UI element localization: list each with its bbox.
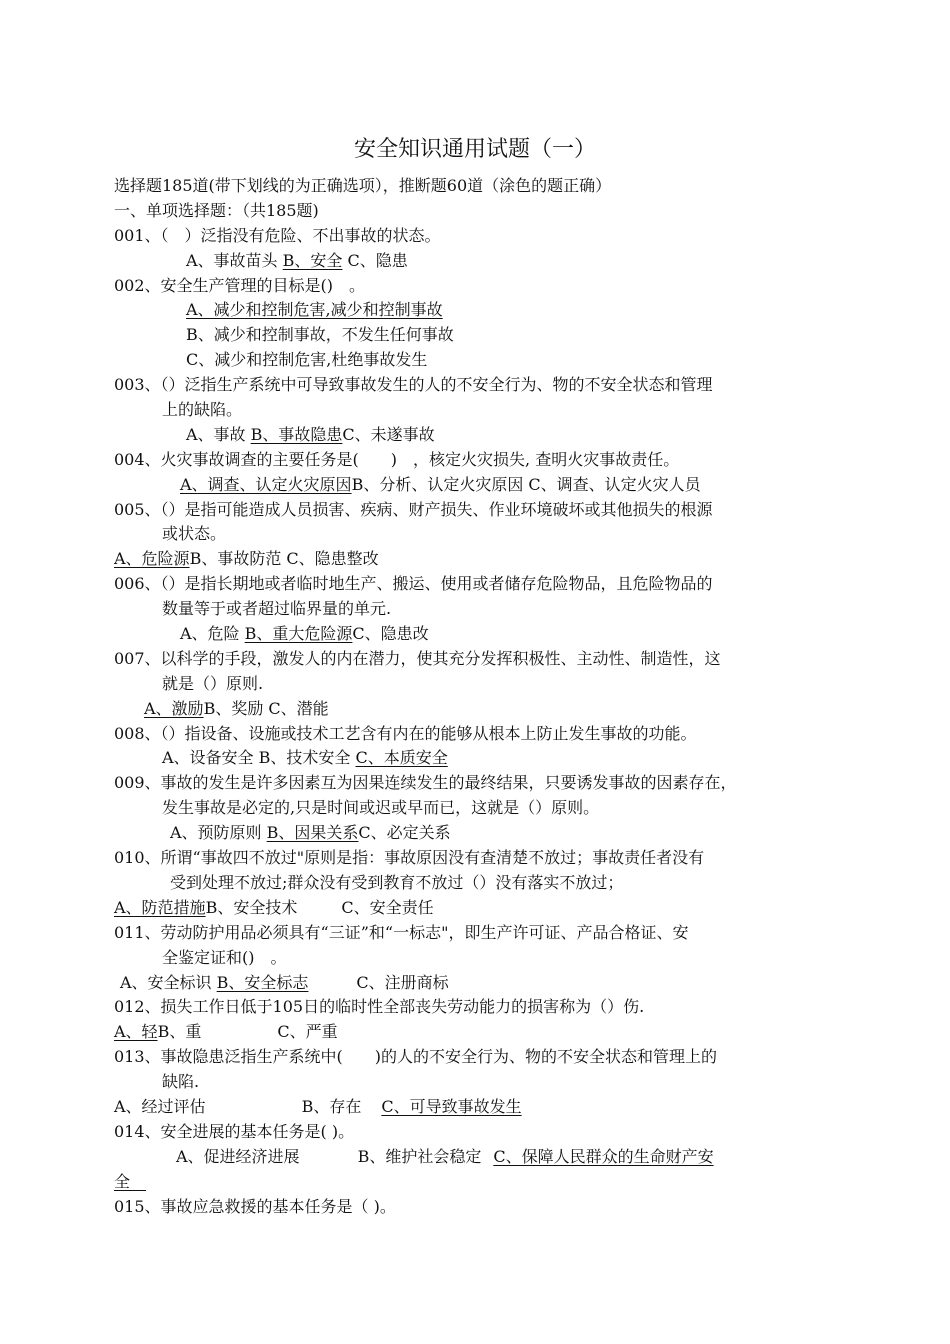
- option-005-a-correct: A、危险源: [114, 549, 190, 569]
- option-012-a-correct: A、轻: [114, 1022, 158, 1042]
- option-006-a: A、危险: [180, 624, 240, 644]
- question-011-cont: 全鉴定证和() 。: [162, 947, 287, 967]
- question-003-cont: 上的缺陷。: [162, 400, 243, 420]
- options-005: [114, 547, 854, 572]
- question-006-cont: 数量等于或者超过临界量的单元.: [162, 599, 392, 619]
- option-012-b: B、重: [157, 1022, 202, 1042]
- question-005-cont: 或状态。: [162, 524, 227, 544]
- options-011: [114, 971, 854, 996]
- option-010-c: C、安全责任: [341, 897, 434, 917]
- option-006-b-correct: B、重大危险源: [244, 624, 353, 644]
- question-001: 001、（ ）泛指没有危险、不出事故的状态。: [114, 225, 441, 245]
- question-012: 012、损失工作日低于105日的临时性全部丧失劳动能力的损害称为（）伤.: [114, 997, 645, 1017]
- intro-line: 选择题185道(带下划线的为正确选项），推断题60道（涂色的题正确）: [114, 176, 612, 195]
- options-008: [114, 746, 854, 771]
- option-003-c: C、未遂事故: [342, 424, 435, 444]
- option-013-b: B、存在: [301, 1096, 362, 1116]
- question-009-cont: 发生事故是必定的,只是时间或迟或早而已，这就是（）原则。: [162, 798, 600, 818]
- option-001-b-correct: B、安全: [282, 250, 343, 270]
- page-title: 安全知识通用试题（一）: [353, 137, 596, 162]
- option-009-a: A、预防原则: [170, 823, 262, 843]
- question-010: 010、所谓“事故四不放过"原则是指：事故原因没有查清楚不放过；事故责任者没有: [114, 848, 705, 868]
- option-002-c: C、减少和控制危害,杜绝事故发生: [186, 350, 428, 370]
- option-001-a: A、事故苗头: [186, 250, 278, 270]
- option-014-b: B、维护社会稳定: [357, 1146, 482, 1166]
- options-012: [114, 1020, 854, 1045]
- option-008-ab: A、设备安全 B、技术安全: [162, 748, 351, 768]
- option-007-bc: B、奖励 C、潜能: [203, 698, 329, 718]
- options-002a: [114, 298, 854, 323]
- question-005: 005、（）是指可能造成人员损害、疾病、财产损失、作业环境破坏或其他损失的根源: [114, 499, 713, 519]
- section-heading: 一、单项选择题：（共185题): [114, 200, 319, 220]
- question-004: 004、火灾事故调查的主要任务是( ) ，核定火灾损失, 查明火灾事故责任。: [114, 449, 680, 469]
- option-006-c: C、隐患改: [352, 624, 429, 644]
- option-005-bc: B、事故防范 C、隐患整改: [189, 549, 379, 569]
- question-003: 003、（）泛指生产系统中可导致事故发生的人的不安全行为、物的不安全状态和管理: [114, 375, 713, 395]
- option-011-c: C、注册商标: [356, 972, 449, 992]
- question-006: 006、（）是指长期地或者临时地生产、搬运、使用或者储存危险物品，且危险物品的: [114, 574, 713, 594]
- option-004-a-correct: A、调查、认定火灾原因: [180, 474, 352, 494]
- option-014-c-correct: C、保障人民群众的生命财产安: [493, 1146, 714, 1166]
- options-014-cont: [114, 1170, 854, 1195]
- option-002-b: B、减少和控制事故，不发生任何事故: [186, 325, 454, 345]
- options-003: [114, 423, 854, 448]
- options-004: [114, 473, 854, 498]
- document-body: [114, 174, 854, 1219]
- options-006: [114, 622, 854, 647]
- option-004-bc: B、分析、认定火灾原因 C、调查、认定火灾人员: [351, 474, 701, 494]
- question-010-cont: 受到处理不放过;群众没有受到教育不放过（）没有落实不放过；: [170, 872, 624, 892]
- option-013-a: A、经过评估: [114, 1096, 206, 1116]
- question-002: 002、安全生产管理的目标是() 。: [114, 275, 366, 295]
- option-009-c: C、必定关系: [358, 823, 451, 843]
- question-015: 015、事故应急救援的基本任务是（ )。: [114, 1196, 396, 1216]
- question-014: 014、安全进展的基本任务是( )。: [114, 1121, 355, 1141]
- option-011-a: A、安全标识: [120, 972, 212, 992]
- option-010-a-correct: A、防范措施: [114, 897, 206, 917]
- options-014: [114, 1145, 854, 1170]
- option-012-c: C、严重: [277, 1022, 338, 1042]
- options-010: [114, 896, 854, 921]
- question-007: 007、以科学的手段，激发人的内在潜力，使其充分发挥积极性、主动性、制造性，这: [114, 648, 721, 668]
- option-014-c-correct-cont: 全: [114, 1171, 147, 1191]
- option-014-a: A、促进经济进展: [176, 1146, 300, 1166]
- question-013-cont: 缺陷.: [162, 1072, 200, 1092]
- question-011: 011、劳动防护用品必须具有“三证”和“一标志"，即生产许可证、产品合格证、安: [114, 922, 689, 942]
- option-008-c-correct: C、本质安全: [355, 748, 448, 768]
- option-013-c-correct: C、可导致事故发生: [381, 1096, 522, 1116]
- option-011-b-correct: B、安全标志: [216, 972, 309, 992]
- option-003-a: A、事故: [186, 424, 246, 444]
- question-008: 008、（）指设备、设施或技术工艺含有内在的能够从根本上防止发生事故的功能。: [114, 723, 697, 743]
- question-013: 013、事故隐患泛指生产系统中( )的人的不安全行为、物的不安全状态和管理上的: [114, 1047, 718, 1067]
- option-010-b: B、安全技术: [205, 897, 298, 917]
- options-007: [114, 697, 854, 722]
- option-002-a-correct: A、减少和控制危害,减少和控制事故: [186, 300, 443, 320]
- options-013: [114, 1095, 854, 1120]
- option-003-b-correct: B、事故隐患: [250, 424, 343, 444]
- option-001-c: C、隐患: [347, 250, 408, 270]
- question-007-cont: 就是（）原则.: [162, 673, 264, 693]
- question-009: 009、事故的发生是许多因素互为因果连续发生的最终结果，只要诱发事故的因素存在，: [114, 773, 737, 793]
- options-001: [114, 249, 854, 274]
- option-009-b-correct: B、因果关系: [266, 823, 359, 843]
- options-009: [114, 821, 854, 846]
- option-007-a-correct: A、激励: [144, 698, 204, 718]
